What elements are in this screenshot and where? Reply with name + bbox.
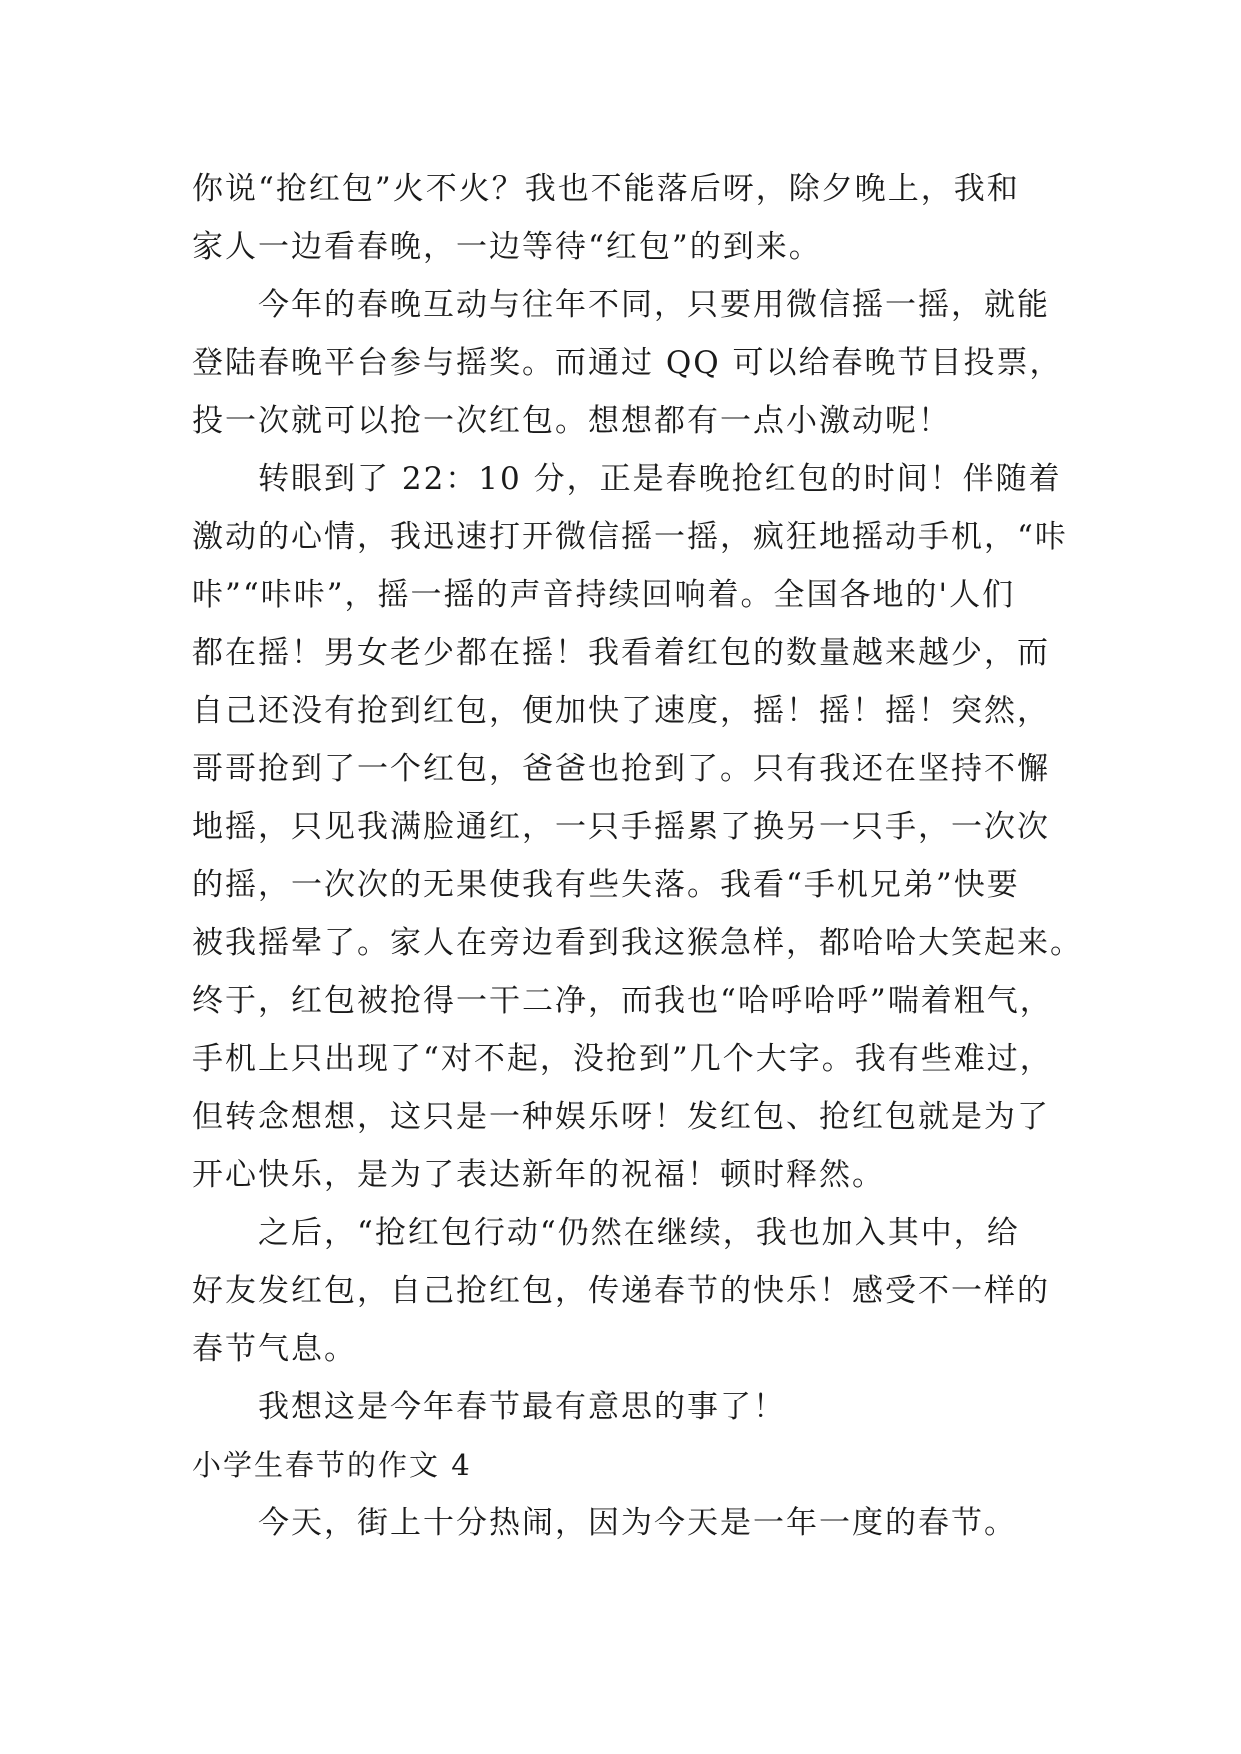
text-line: 开心快乐，是为了表达新年的祝福！顿时释然。	[192, 1157, 885, 1193]
text-line: 春节气息。	[192, 1331, 357, 1367]
text-line: 之后，“抢红包行动“仍然在继续，我也加入其中，给	[258, 1215, 1020, 1251]
text-line: 但转念想想，这只是一种娱乐呀！发红包、抢红包就是为了	[192, 1099, 1050, 1135]
text-line: 地摇，只见我满脸通红，一只手摇累了换另一只手，一次次	[192, 809, 1050, 845]
text-line: 激动的心情，我迅速打开微信摇一摇，疯狂地摇动手机，“咔	[192, 519, 1068, 555]
text-line: 终于，红包被抢得一干二净，而我也“哈呼哈呼”喘着粗气，	[192, 983, 1053, 1019]
text-line: 登陆春晚平台参与摇奖。而通过 QQ 可以给春晚节目投票，	[192, 345, 1063, 381]
section-heading: 小学生春节的作文 4	[192, 1448, 472, 1482]
text-line: 转眼到了 22：10 分，正是春晚抢红包的时间！伴随着	[258, 461, 1062, 497]
text-line: 自己还没有抢到红包，便加快了速度，摇！摇！摇！突然，	[192, 693, 1050, 729]
text-line: 哥哥抢到了一个红包，爸爸也抢到了。只有我还在坚持不懈	[192, 751, 1050, 787]
text-line: 今年的春晚互动与往年不同，只要用微信摇一摇，就能	[258, 287, 1050, 323]
text-line: 好友发红包，自己抢红包，传递春节的快乐！感受不一样的	[192, 1273, 1050, 1309]
text-line: 你说“抢红包”火不火？我也不能落后呀，除夕晚上，我和	[192, 171, 1020, 207]
text-line: 家人一边看春晚，一边等待“红包”的到来。	[192, 229, 822, 265]
text-line: 手机上只出现了“对不起，没抢到”几个大字。我有些难过，	[192, 1041, 1053, 1077]
document-body	[192, 160, 1083, 1552]
text-line: 咔”“咔咔”，摇一摇的声音持续回响着。全国各地的'人们	[192, 577, 1016, 613]
text-line: 被我摇晕了。家人在旁边看到我这猴急样，都哈哈大笑起来。	[192, 925, 1083, 961]
text-line: 都在摇！男女老少都在摇！我看着红包的数量越来越少，而	[192, 635, 1050, 671]
text-line: 的摇，一次次的无果使我有些失落。我看“手机兄弟”快要	[192, 867, 1020, 903]
text-line: 投一次就可以抢一次红包。想想都有一点小激动呢！	[192, 403, 951, 439]
text-line: 我想这是今年春节最有意思的事了！	[258, 1389, 786, 1425]
text-line: 今天，街上十分热闹，因为今天是一年一度的春节。	[258, 1505, 1017, 1541]
